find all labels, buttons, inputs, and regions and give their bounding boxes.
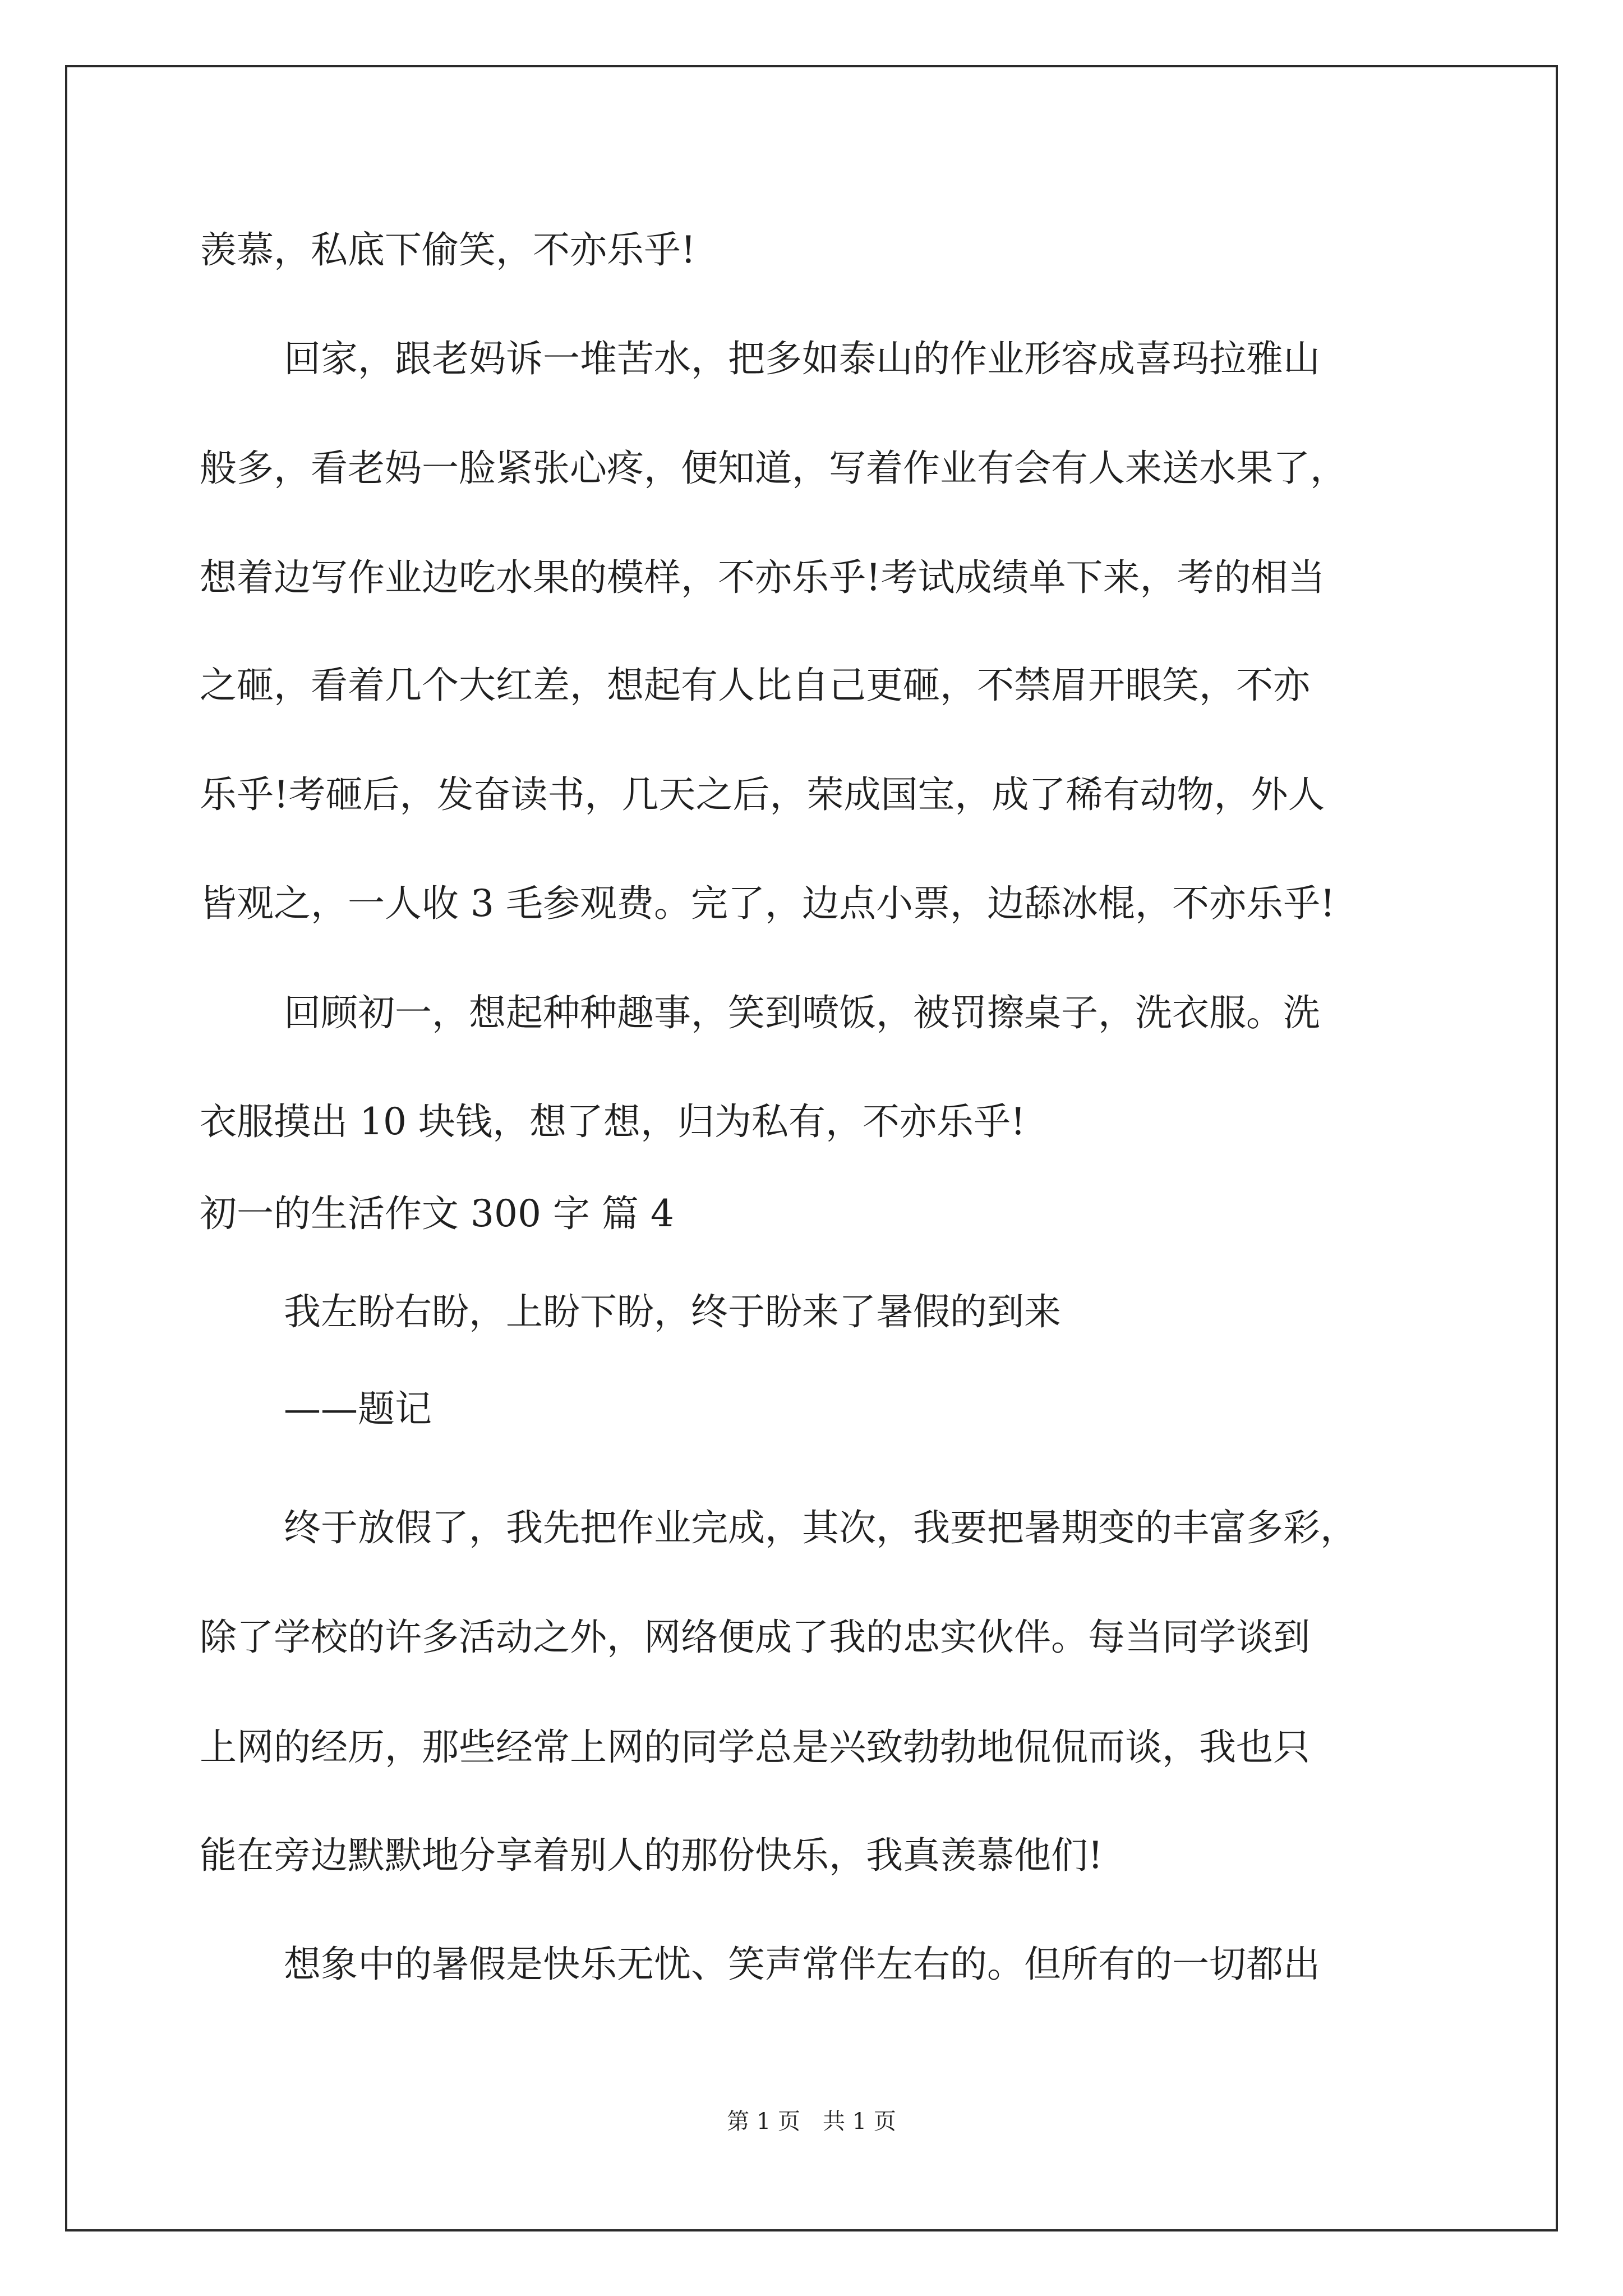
text-line: 回顾初一，想起种种趣事，笑到喷饭，被罚擦桌子，洗衣服。洗 [284, 991, 1320, 1034]
text-line: 之砸，看着几个大红差，想起有人比自己更砸，不禁眉开眼笑，不亦 [200, 664, 1310, 707]
text-line: 衣服摸出 10 块钱，想了想，归为私有，不亦乐乎! [200, 1100, 1026, 1143]
text-line: ——题记 [284, 1387, 432, 1430]
text-line: 皆观之，一人收 3 毛参观费。完了，边点小票，边舔冰棍，不亦乐乎! [200, 882, 1335, 925]
text-line: 上网的经历，那些经常上网的同学总是兴致勃勃地侃侃而谈，我也只 [200, 1726, 1310, 1769]
page-border [65, 65, 1558, 2231]
text-line: 羡慕，私底下偷笑，不亦乐乎! [200, 228, 696, 272]
text-line: 回家，跟老妈诉一堆苦水，把多如泰山的作业形容成喜玛拉雅山 [284, 337, 1320, 380]
text-line: 想着边写作业边吃水果的模样，不亦乐乎!考试成绩单下来，考的相当 [200, 556, 1325, 599]
page-footer: 第 1 页 共 1 页 [727, 2109, 896, 2134]
section-heading: 初一的生活作文 300 字 篇 4 [200, 1192, 674, 1235]
text-line: 想象中的暑假是快乐无忧、笑声常伴左右的。但所有的一切都出 [284, 1943, 1320, 1986]
text-line: 能在旁边默默地分享着别人的那份快乐，我真羡慕他们! [200, 1834, 1103, 1877]
text-line: 我左盼右盼，上盼下盼，终于盼来了暑假的到来 [284, 1290, 1061, 1333]
text-line: 般多，看老妈一脸紧张心疼，便知道，写着作业有会有人来送水果了， [200, 447, 1347, 490]
text-line: 除了学校的许多活动之外，网络便成了我的忠实伙伴。每当同学谈到 [200, 1616, 1310, 1659]
text-line: 乐乎!考砸后，发奋读书，几天之后，荣成国宝，成了稀有动物，外人 [200, 773, 1325, 816]
text-line: 终于放假了，我先把作业完成，其次，我要把暑期变的丰富多彩， [284, 1506, 1357, 1549]
